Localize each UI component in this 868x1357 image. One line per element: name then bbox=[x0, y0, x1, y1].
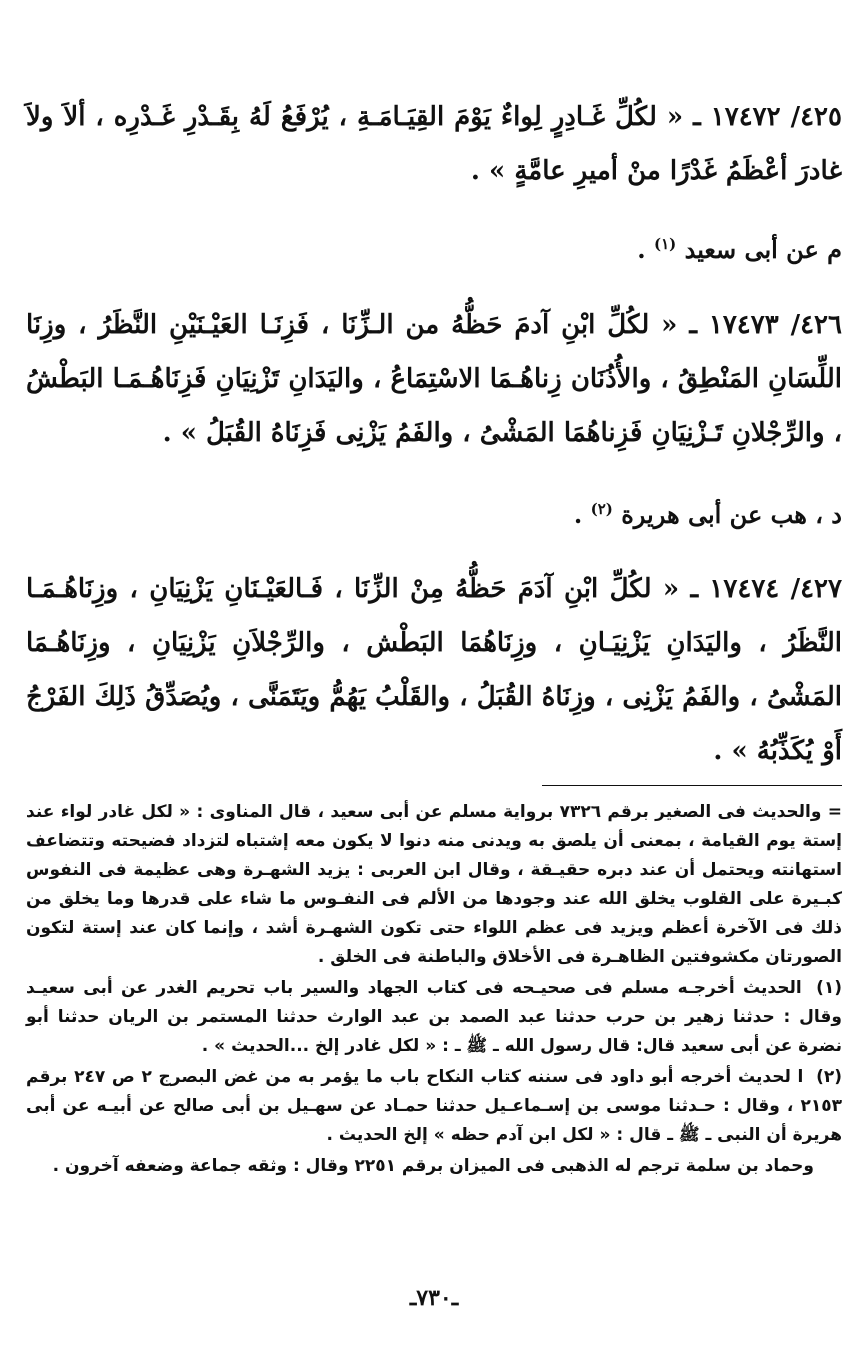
footnotes bbox=[26, 798, 842, 1183]
footnote-marker: (٢) bbox=[816, 1067, 843, 1087]
hadith-text: « لكُلِّ ابْنِ آدمَ حَظُّهُ من الـزِّنَا ، فَزِنَـا العَيْـنَيْنِ النَّظَرُ ، وزِنَا اللِّسَانِ المَنْطِقُ ، والأُذُنَان زِناهُـمَا الاسْتِمَاعُ ، واليَدَانِ تَزْنِيَانِ فَزِنَاهُـمَـا البَطْشُ ، والرِّجْلانِ تَـزْنِيَانِ فَزِناهُمَا المَشْىُ ، والفَمُ يَزْنِى فَزِنَاهُ القُبَلُ » . bbox=[26, 310, 842, 448]
hadith-425 bbox=[26, 90, 842, 198]
footnote-divider bbox=[542, 785, 842, 786]
footnote-marker: (١) bbox=[816, 978, 843, 998]
footnote-ref[interactable]: (١) bbox=[653, 235, 677, 253]
footnote-ref[interactable]: (٢) bbox=[590, 500, 613, 518]
footnote-2 bbox=[26, 1063, 842, 1150]
page-number: ـ٧٣٠ـ bbox=[409, 1285, 459, 1311]
footnote-text: ا لحديث أخرجه أبو داود فى سننه كتاب النكاح باب ما يؤمر به من غض البصرج ٢ ص ٢٤٧ برقم ٢١٥٣ ، وقال : حـدثنا موسى بن إسـماعـيل حدثنا حمـاد عن سهـيل بن أبى صالح عن أبيـه عن أبى هريرة أن النبى ـ ﷺ ـ قال : « لكل ابن آدم حظه » إلخ الحديث . bbox=[26, 1067, 842, 1145]
hadith-text: « لكُلِّ ابْنِ آدَمَ حَظُّهُ مِنْ الزِّنَا ، فَـالعَيْـنَانِ يَزْنِيَانِ ، وزِنَاهُـمَـا النَّظَرُ ، واليَدَانِ يَزْنِيَـانِ ، وزِنَاهُمَا البَطْش ، والرِّجْلاَنِ يَزْنِيَانِ ، وزِنَاهُـمَا المَشْىُ ، والفَمُ يَزْنِى ، وزِنَاهُ القُبَلُ ، والقَلْبُ يَهُمُّ ويَتَمَنَّى ، ويُصَدِّقُ ذَلِكَ الفَرْجُ أَوْ يُكَذِّبُهُ » . bbox=[26, 574, 842, 766]
hadith-number: ٤٢٧/ ١٧٤٧٤ ـ bbox=[690, 574, 842, 604]
footnote-continuation: = والحديث فى الصغير برقم ٧٣٢٦ برواية مسلم عن أبى سعيد ، قال المناوى : « لكل غادر لواء عند إستة يوم القيامة ، بمعنى أن يلصق به ويدنى منه دنوا لا يكون معه إشتباه لتزداد فضيحته وتتضاعف استهانته ويحتمل أن عند دبره حقيـقة ، وقال ابن العربى : يزيد الشهـرة وهى عظيمة فى النفوس كبـيرة على القلوب يخلق الله عند وجودها من الألم فى النفـوس ما شاء على قدرها وما يخلق من ذلك فى الآخرة أعظم ويزيد فى عظم اللواء حتى تكون الشهـرة أشد ، وإنما كان عند إستة لتكون الصورتان مكشوفتين الظاهـرة فى الأخلاق والباطنة فى الخلق . bbox=[26, 802, 843, 967]
hadith-number: ٤٢٦/ ١٧٤٧٣ ـ bbox=[689, 310, 842, 340]
footnote-1 bbox=[26, 974, 842, 1061]
footnote-2-extra: وحماد بن سلمة ترجم له الذهبى فى الميزان برقم ٢٢٥١ وقال : وثقه جماعة وضعفه آخرون . bbox=[52, 1156, 814, 1176]
hadith-text: « لكُلِّ غَـادِرٍ لِواءٌ يَوْمَ القِيَـامَـةِ ، يُرْفَعُ لَهُ بِقَـدْرِ غَـدْرِه ، ألاَ ولاَ غادرَ أعْظَمُ غَدْرًا منْ أميرِ عامَّةٍ » . bbox=[26, 102, 842, 186]
footnote-text: الحديث أخرجـه مسلم فى صحيـحه فى كتاب الجهاد والسير باب تحريم الغدر عن أبى سعيـد وقال : حدثنا زهير بن حرب حدثنا عبد الصمد بن عبد الوارث حدثنا المستمر بن الريان حدثنا أبو نضرة عن أبى سعيد قال: قال رسول الله ـ ﷺ ـ : « لكل غادر إلخ ...الحديث » . bbox=[26, 978, 842, 1056]
source-text: د ، هب عن أبى هريرة bbox=[621, 500, 842, 529]
hadith-427 bbox=[26, 562, 842, 778]
hadith-source: م عن أبى سعيد $^{(١)}$ . bbox=[637, 235, 842, 264]
hadith-source: د ، هب عن أبى هريرة $^{(٢)}$ . bbox=[573, 500, 842, 529]
hadith-426 bbox=[26, 298, 842, 460]
source-text: م عن أبى سعيد bbox=[684, 235, 842, 264]
hadith-number: ٤٢٥/ ١٧٤٧٢ ـ bbox=[693, 102, 842, 132]
